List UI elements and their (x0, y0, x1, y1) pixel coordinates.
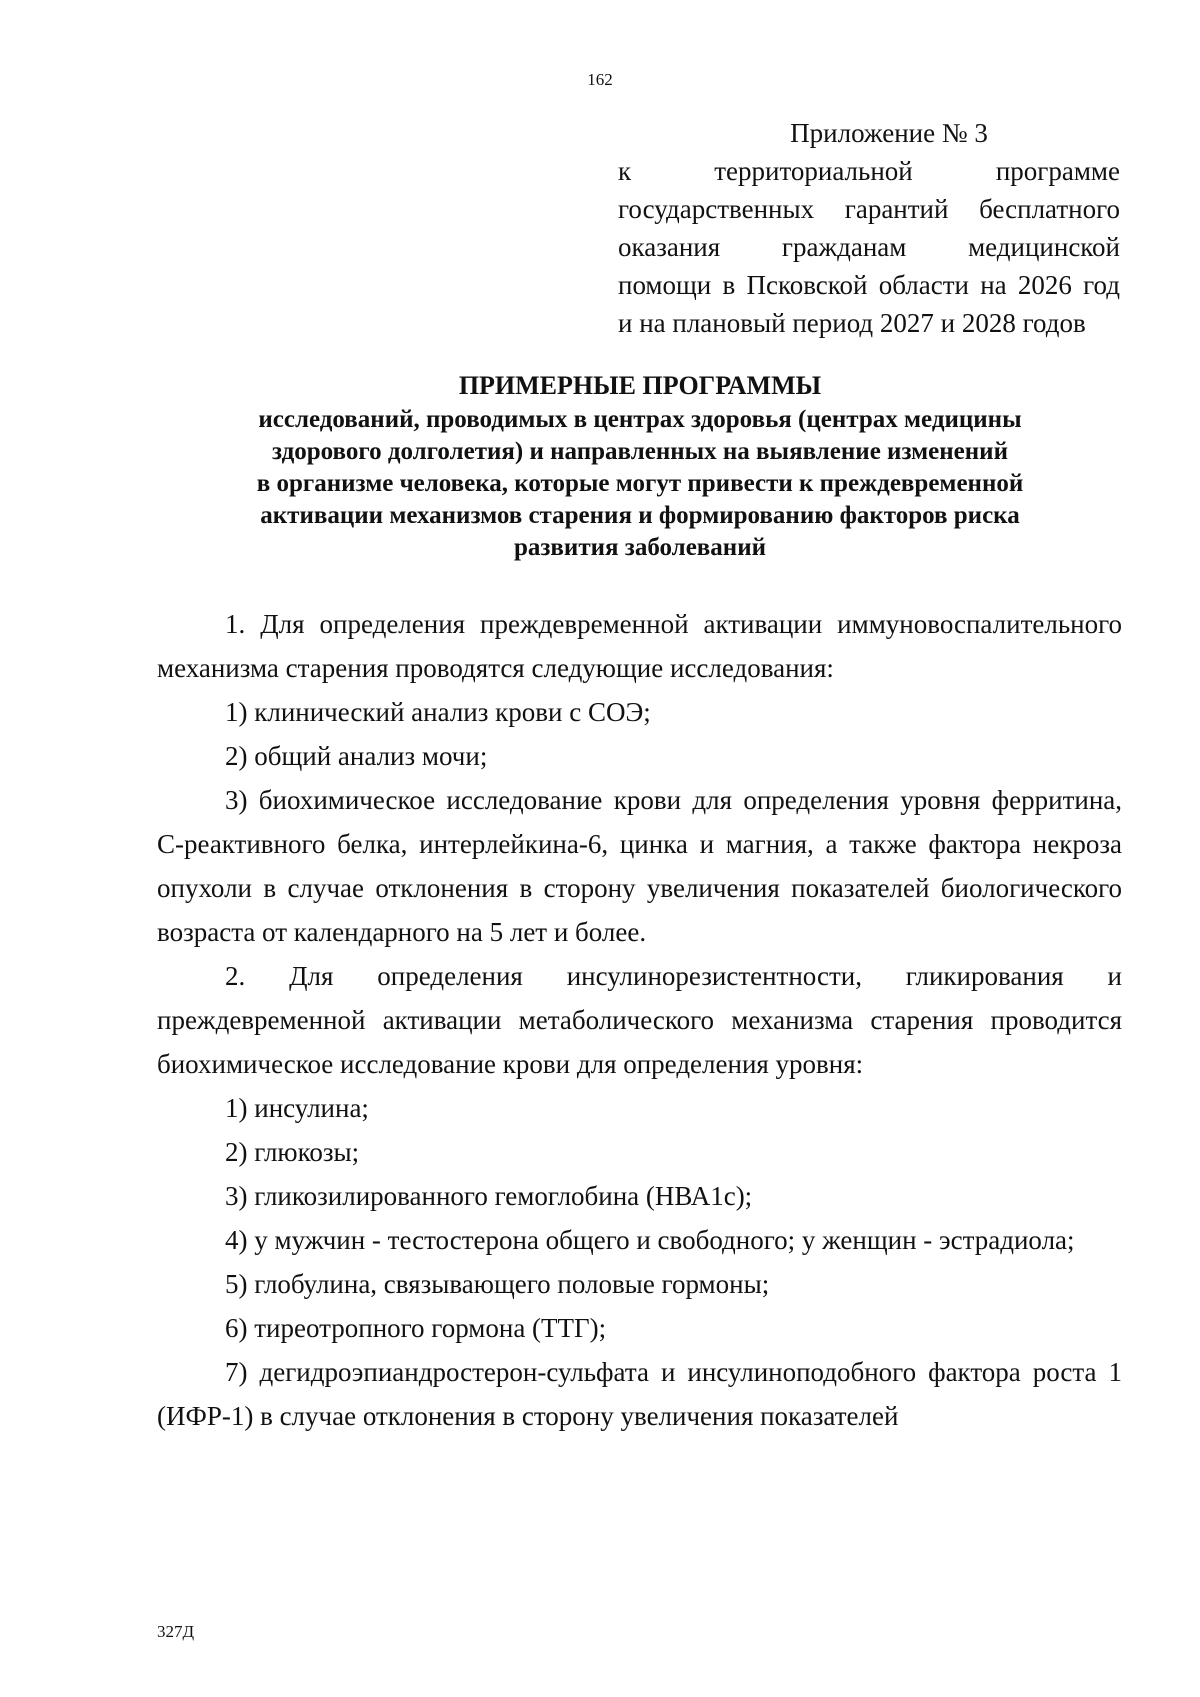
heading-line: здорового долголетия) и направленных на выявление изменений (272, 438, 1008, 465)
document-title: ПРИМЕРНЫЕ ПРОГРАММЫ (458, 371, 822, 400)
document-body (157, 602, 1122, 1438)
section-2-item: 3) гликозилированного гемоглобина (НВА1с); (225, 1181, 753, 1211)
document-heading (160, 370, 1120, 564)
appendix-line: помощи в Псковской области на 2026 год (618, 270, 1120, 300)
appendix-block (618, 114, 1120, 342)
heading-line: исследований, проводимых в центрах здоровья (центрах медицины (258, 406, 1022, 433)
section-2-item: 1) инсулина; (225, 1093, 369, 1123)
heading-line: активации механизмов старения и формированию факторов риска (260, 502, 1020, 529)
section-2-item: 5) глобулина, связывающего половые гормоны; (225, 1269, 770, 1299)
heading-line: развития заболеваний (513, 534, 767, 561)
appendix-line: и на плановый период 2027 и 2028 годов (618, 308, 1086, 338)
appendix-line: к территориальной программе (618, 156, 1120, 186)
heading-line: в организме человека, которые могут привести к преждевременной (256, 470, 1024, 497)
document-code: 327Д (157, 1622, 195, 1641)
appendix-title: Приложение № 3 (790, 118, 988, 148)
section-2-item: 7) дегидроэпиандростерон-сульфата и инсулиноподобного фактора роста 1 (ИФР-1) в случае отклонения в сторону увеличения показателей (157, 1357, 1122, 1431)
section-1-item: 1) клинический анализ крови с СОЭ; (225, 697, 651, 727)
appendix-line: государственных гарантий бесплатного (618, 194, 1120, 224)
page-number: 162 (587, 70, 613, 89)
section-2-item: 2) глюкозы; (225, 1137, 360, 1167)
section-2-intro: 2. Для определения инсулинорезистентности, гликирования и преждевременной активации метаболического механизма старения проводится биохимическое исследование крови для определения уровня: (157, 961, 1122, 1079)
section-1-item: 3) биохимическое исследование крови для определения уровня ферритина, С-реактивного белка, интерлейкина-6, цинка и магния, а также фактора некроза опухоли в случае отклонения в сторону увеличения показателей биологического возраста от календарного на 5 лет и более. (157, 785, 1122, 947)
appendix-line: оказания гражданам медицинской (618, 232, 1120, 262)
section-1-item: 2) общий анализ мочи; (225, 741, 488, 771)
section-2-item: 4) у мужчин - тестостерона общего и свободного; у женщин - эстрадиола; (225, 1225, 1075, 1255)
section-1-intro: 1. Для определения преждевременной активации иммуновоспалительного механизма старения проводятся следующие исследования: (157, 609, 1122, 683)
section-2-item: 6) тиреотропного гормона (ТТГ); (225, 1313, 607, 1343)
